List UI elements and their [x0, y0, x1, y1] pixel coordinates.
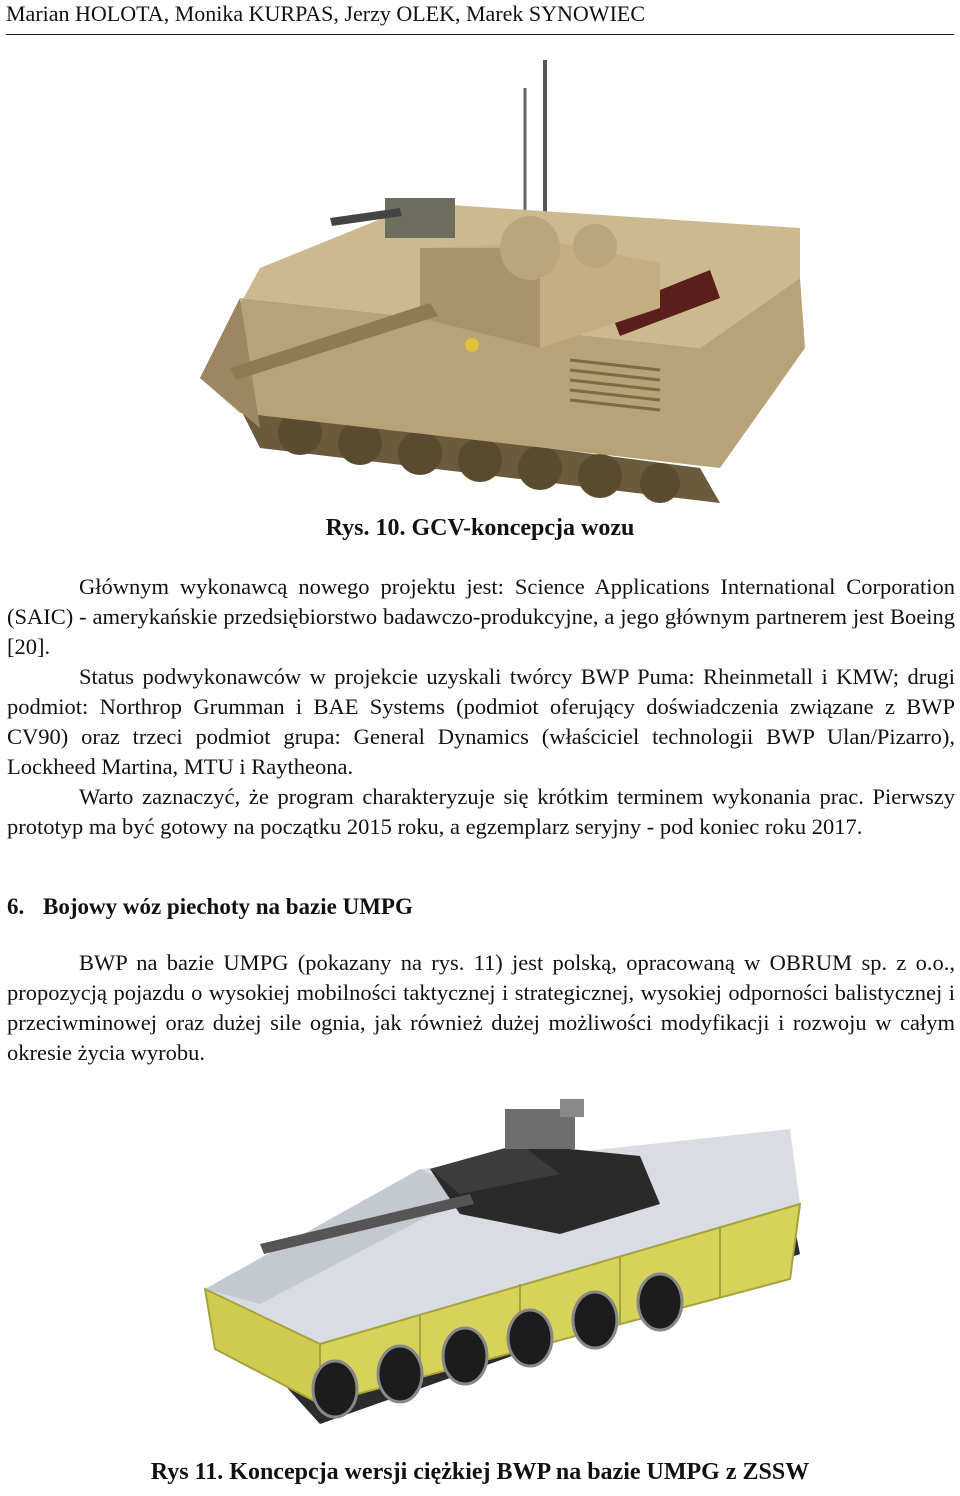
section-number: 6. — [7, 894, 25, 919]
umpg-vehicle-illustration — [0, 1084, 960, 1436]
paragraph: Status podwykonawców w projekcie uzyskali twórcy BWP Puma: Rheinmetall i KMW; drugi podmiot: Northrop Grumman i BAE Systems (podmiot oferujący doświadczenia związane z BWP CV90) oraz trzeci podmiot grupa: General Dynamics (właściciel technologii BWP Ulan/Pizarro), Lockheed Martina, MTU i Raytheona. — [7, 664, 955, 779]
section-body — [7, 948, 955, 1068]
section-title: Bojowy wóz piechoty na bazie UMPG — [43, 894, 413, 919]
paragraph: Głównym wykonawcą nowego projektu jest: Science Applications International Corporation (SAIC) - amerykańskie przedsiębiorstwo badawczo-produkcyjne, a jego głównym partnerem jest Boeing [20]. — [7, 574, 955, 659]
paragraph: Warto zaznaczyć, że program charakteryzuje się krótkim terminem wykonania prac. Pierwszy prototyp ma być gotowy na początku 2015 roku, a egzemplarz seryjny - pod koniec roku 2017. — [7, 784, 955, 839]
figure-caption: Rys. 10. GCV-koncepcja wozu — [325, 515, 635, 541]
gcv-vehicle-illustration — [0, 48, 960, 508]
header-authors: Marian HOLOTA, Monika KURPAS, Jerzy OLEK, Marek SYNOWIEC — [6, 1, 646, 26]
section-heading — [7, 892, 955, 922]
paragraph: BWP na bazie UMPG (pokazany na rys. 11) jest polską, opracowaną w OBRUM sp. z o.o., propozycją pojazdu o wysokiej mobilności taktycznej i strategicznej, wysokiej odporności balistycznej i przeciwminowej oraz dużej sile ognia, jak również dużej możliwości modyfikacji i rozwoju w całym okresie życia wyrobu. — [7, 950, 955, 1065]
body-text — [7, 572, 955, 842]
page-header — [6, 0, 954, 35]
figure-caption: Rys 11. Koncepcja wersji ciężkiej BWP na bazie UMPG z ZSSW — [150, 1459, 810, 1485]
figure-gcv-vehicle — [0, 48, 960, 508]
figure-umpg-vehicle — [0, 1084, 960, 1436]
